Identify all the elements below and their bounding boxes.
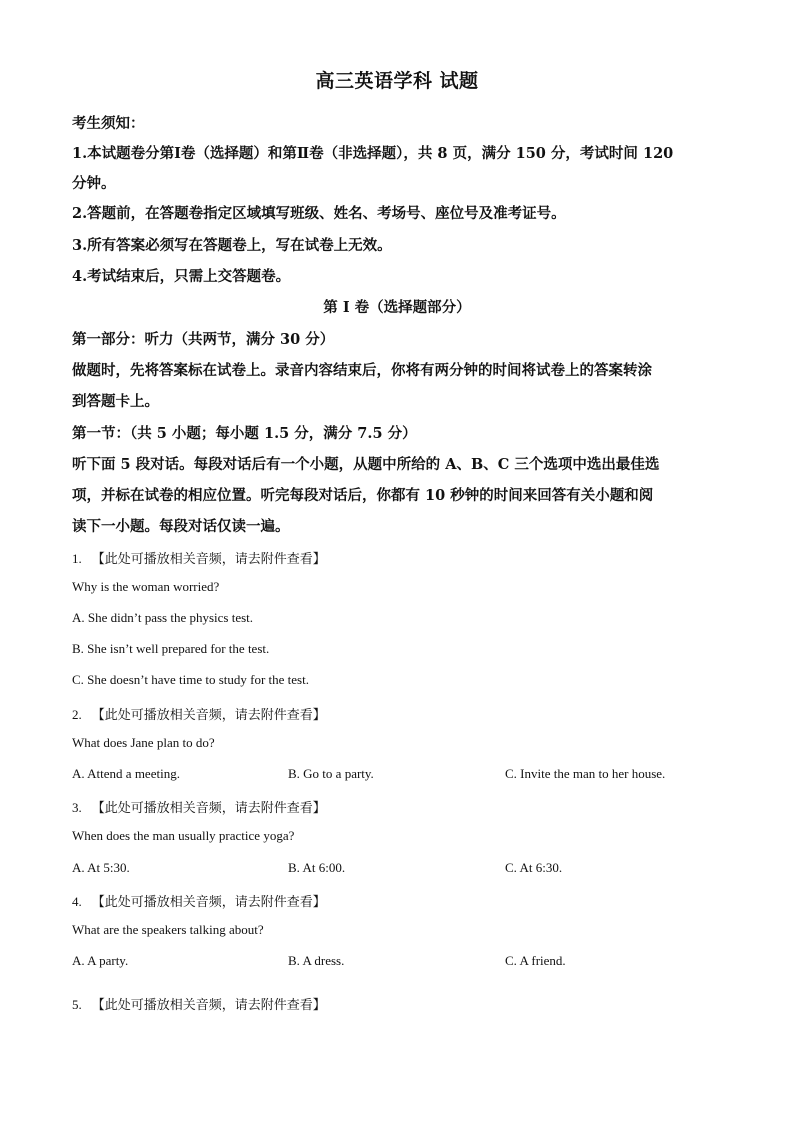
notice-item-1-line-2: 分钟。 — [72, 175, 116, 192]
notice-item-2: 2.答题前，在答题卷指定区域填写班级、姓名、考场号、座位号及准考证号。 — [72, 205, 566, 222]
audio-placeholder: 【此处可播放相关音频，请去附件查看】 — [91, 894, 326, 909]
section-1-instruction-line-2: 项，并标在试卷的相应位置。听完每段对话后，你都有 10 秒钟的时间来回答有关小题和阅 — [72, 487, 654, 504]
question-1-audio-note[interactable] — [72, 548, 326, 567]
question-4-option-c: C. A friend. — [505, 953, 566, 968]
question-2-option-a: A. Attend a meeting. — [72, 766, 180, 781]
question-2-option-b: B. Go to a party. — [288, 766, 374, 781]
question-number: 2. — [72, 707, 82, 722]
audio-placeholder: 【此处可播放相关音频，请去附件查看】 — [91, 800, 326, 815]
question-number: 1. — [72, 551, 82, 566]
question-3-option-b: B. At 6:00. — [288, 860, 346, 875]
question-5-audio-note[interactable] — [72, 994, 326, 1013]
question-3-stem: When does the man usually practice yoga? — [72, 828, 295, 843]
notice-item-3: 3.所有答案必须写在答题卷上，写在试卷上无效。 — [72, 237, 392, 254]
question-1-option-a: A. She didn’t pass the physics test. — [72, 610, 254, 625]
question-4-audio-note[interactable] — [72, 891, 326, 910]
notice-item-1-line-1: 1.本试题卷分第Ⅰ卷（选择题）和第Ⅱ卷（非选择题），共 8 页，满分 150 分，考试时间 120 — [72, 145, 674, 162]
notice-heading: 考生须知： — [72, 115, 145, 132]
audio-placeholder: 【此处可播放相关音频，请去附件查看】 — [91, 551, 326, 566]
question-2-audio-note[interactable] — [72, 704, 326, 723]
part-1-instruction-line-2: 到答题卡上。 — [72, 393, 159, 410]
audio-placeholder: 【此处可播放相关音频，请去附件查看】 — [91, 997, 326, 1012]
question-4-option-a: A. A party. — [72, 953, 129, 968]
question-1-option-b: B. She isn’t well prepared for the test. — [72, 641, 270, 656]
part-1-heading: 第一部分：听力（共两节，满分 30 分） — [72, 331, 335, 348]
page-title: 高三英语学科 试题 — [315, 70, 479, 92]
section-1-instruction-line-1: 听下面 5 段对话。每段对话后有一个小题，从题中所给的 A、B、C 三个选项中选出最佳选 — [72, 456, 660, 473]
question-1-option-c: C. She doesn’t have time to study for the test. — [72, 672, 309, 687]
question-1-stem: Why is the woman worried? — [72, 579, 220, 594]
notice-item-4: 4.考试结束后，只需上交答题卷。 — [72, 268, 291, 285]
question-4-stem: What are the speakers talking about? — [72, 922, 264, 937]
question-2-option-c: C. Invite the man to her house. — [505, 766, 666, 781]
audio-placeholder: 【此处可播放相关音频，请去附件查看】 — [91, 707, 326, 722]
volume-1-heading: 第 I 卷（选择题部分） — [323, 299, 471, 316]
question-3-option-a: A. At 5:30. — [72, 860, 130, 875]
section-1-heading: 第一节：（共 5 小题；每小题 1.5 分，满分 7.5 分） — [72, 425, 417, 442]
question-number: 4. — [72, 894, 82, 909]
question-3-option-c: C. At 6:30. — [505, 860, 563, 875]
section-1-instruction-line-3: 读下一小题。每段对话仅读一遍。 — [72, 518, 290, 535]
question-number: 5. — [72, 997, 82, 1012]
question-2-stem: What does Jane plan to do? — [72, 735, 215, 750]
question-number: 3. — [72, 800, 82, 815]
part-1-instruction-line-1: 做题时，先将答案标在试卷上。录音内容结束后，你将有两分钟的时间将试卷上的答案转涂 — [72, 362, 652, 379]
question-3-audio-note[interactable] — [72, 797, 326, 816]
question-4-option-b: B. A dress. — [288, 953, 345, 968]
